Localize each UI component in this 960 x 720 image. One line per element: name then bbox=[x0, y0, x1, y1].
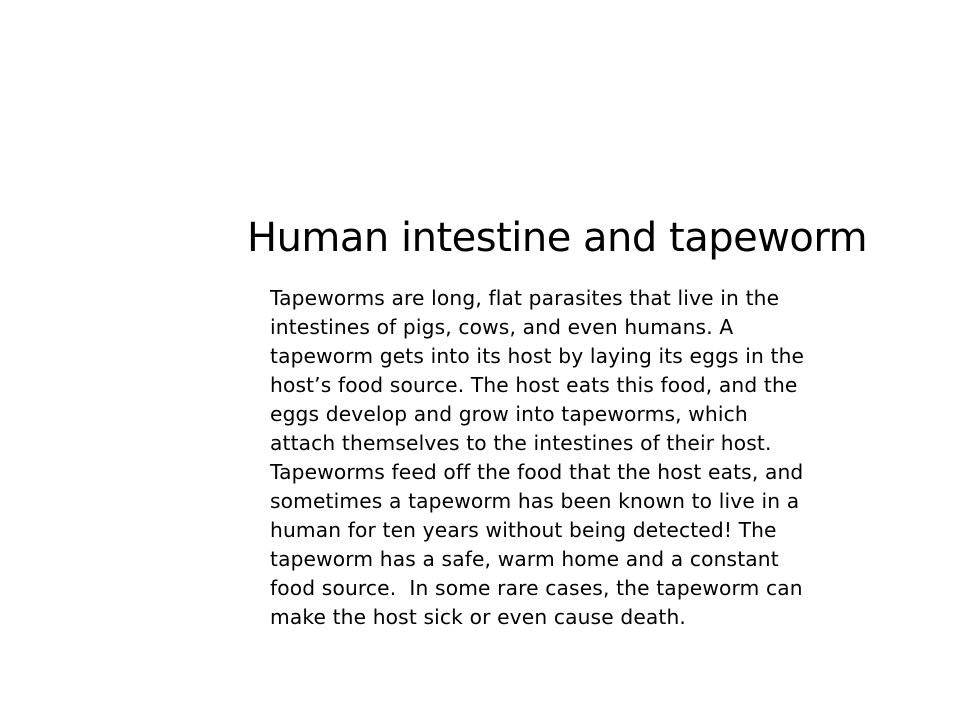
body-line: eggs develop and grow into tapeworms, which bbox=[270, 402, 748, 426]
body-line: tapeworm has a safe, warm home and a constant bbox=[270, 547, 779, 571]
body-line: attach themselves to the intestines of their host. bbox=[270, 431, 772, 455]
body-line: sometimes a tapeworm has been known to live in a bbox=[270, 489, 800, 513]
body-line: intestines of pigs, cows, and even humans. A bbox=[270, 315, 734, 339]
body-line: food source. In some rare cases, the tapeworm can bbox=[270, 576, 803, 600]
body-line: Tapeworms are long, flat parasites that live in the bbox=[270, 286, 780, 310]
body-line: tapeworm gets into its host by laying its eggs in the bbox=[270, 344, 805, 368]
body-line: make the host sick or even cause death. bbox=[270, 605, 686, 629]
body-line: host’s food source. The host eats this food, and the bbox=[270, 373, 798, 397]
slide-body-text bbox=[270, 284, 910, 629]
slide-title: Human intestine and tapeworm bbox=[247, 215, 868, 261]
body-line: human for ten years without being detected! The bbox=[270, 518, 777, 542]
body-line: Tapeworms feed off the food that the host eats, and bbox=[270, 460, 804, 484]
